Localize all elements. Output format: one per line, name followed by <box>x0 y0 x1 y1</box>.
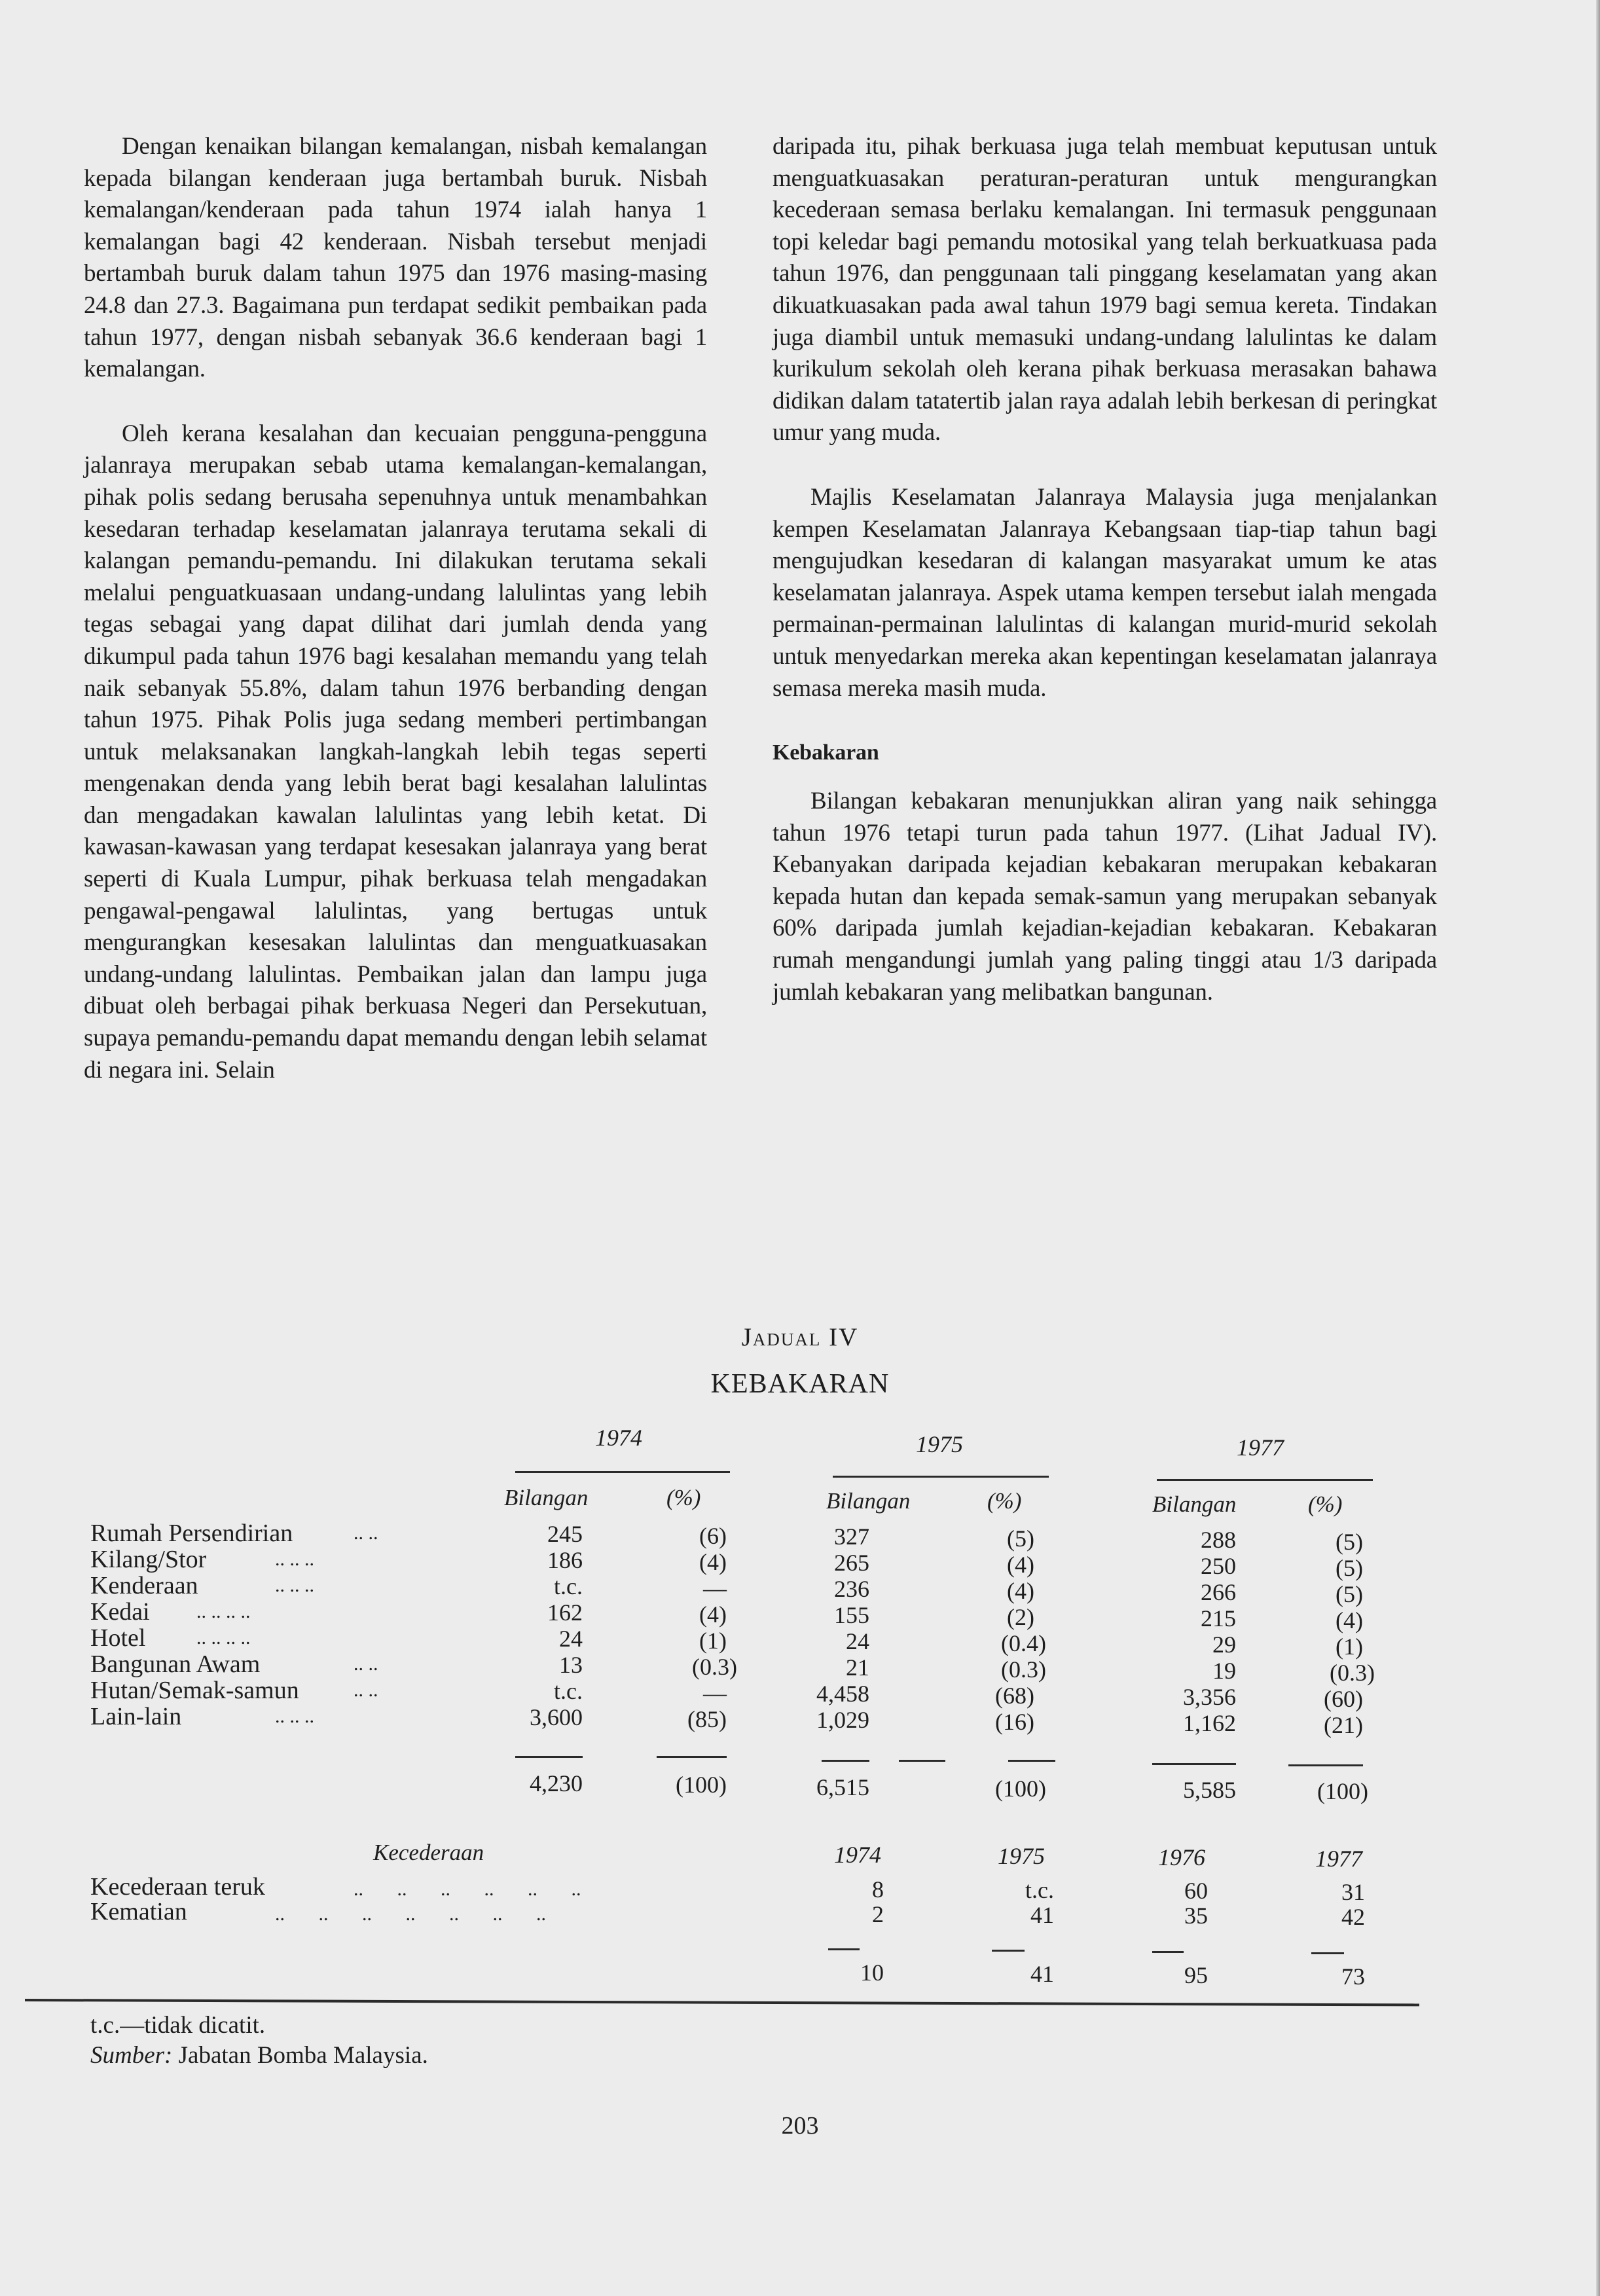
injury-total-1976: 95 <box>1184 1962 1208 1988</box>
death-1974: 2 <box>872 1901 884 1927</box>
total-rule <box>1152 1763 1236 1765</box>
total-rule <box>992 1950 1025 1952</box>
cell-1974-count: t.c. <box>554 1573 583 1599</box>
cell-1977-count: 29 <box>1212 1631 1236 1658</box>
cell-1975-count: 155 <box>834 1602 869 1628</box>
footnote: t.c.—tidak dicatit. <box>90 2012 266 2039</box>
right-column <box>773 131 1437 1008</box>
header-rule <box>515 1471 730 1473</box>
total-1974-percent: (100) <box>676 1772 727 1798</box>
paragraph: Majlis Keselamatan Jalanraya Malaysia juga menjalankan kempen Keselamatan Jalanraya Kebangsaan tiap-tiap tahun bagi mengujudkan kesedaran di kalangan masyarakat umum ke atas keselamatan jalanraya. Aspek utama kempen tersebut ialah mengada permainan-permainan lalulintas di kalangan murid-murid sekolah untuk menyedarkan mereka akan kepentingan keselamatan jalanraya semasa mereka masih muda. <box>773 483 1437 702</box>
cell-1974-count: t.c. <box>554 1678 583 1704</box>
death-1977: 42 <box>1341 1904 1365 1930</box>
table-title: KEBAKARAN <box>710 1369 890 1399</box>
source-note <box>90 2041 428 2069</box>
col-header-count: Bilangan <box>504 1485 589 1510</box>
cell-1975-count: 24 <box>846 1628 869 1654</box>
cell-1975-count: 21 <box>846 1654 869 1681</box>
page-number: 203 <box>781 2112 819 2140</box>
cell-1975-percent: (0.3) <box>1001 1656 1046 1683</box>
left-column <box>84 131 707 1086</box>
total-rule <box>1288 1764 1363 1766</box>
injury-1975: t.c. <box>1025 1877 1054 1903</box>
paragraph: Oleh kerana kesalahan dan kecuaian pengguna-pengguna jalanraya merupakan sebab utama kemalangan-kemalangan, pihak polis sedang berusaha sepenuhnya untuk menambahkan kesedaran terhadap keselamatan jalanraya terutama sekali di kalangan pemandu-pemandu. Ini dilakukan terutama sekali melalui penguatkuasaan undang-undang lalulintas yang lebih tegas sebagai yang dapat dilihat dari jumlah denda yang dikumpul pada tahun 1976 bagi kesalahan memandu yang telah naik sebanyak 55.8%, dalam tahun 1976 berbanding dengan tahun 1975. Pihak Polis juga sedang memberi pertimbangan untuk melaksanakan langkah-langkah lebih tegas seperti mengenakan denda yang lebih berat bagi kesalahan lalulintas dan mengadakan kawalan lalulintas yang lebih ketat. Di kawasan-kawasan yang terdapat kesesakan jalanraya yang berat seperti di Kuala Lumpur, pihak berkuasa telah mengadakan pengawal-pengawal lalulintas, yang bertugas untuk mengurangkan kesesakan lalulintas dan menguatkuasakan undang-undang lalulintas. Pembaikan jalan dan lampu juga dibuat oleh berbagai pihak berkuasa Negeri dan Persekutuan, supaya pemandu-pemandu dapat memandu dengan lebih selamat di negara ini. Selain <box>84 420 707 1084</box>
paragraph: Bilangan kebakaran menunjukkan aliran yang naik sehingga tahun 1976 tetapi turun pada tahun 1977. (Lihat Jadual IV). Kebanyakan daripada kejadian kebakaran merupakan kebakaran kepada hutan dan kepada semak-samun yang merupakan sebanyak 60% daripada jumlah kejadian-kejadian kebakaran. Kebakaran rumah mengandungi jumlah yang paling tinggi atau 1/3 daripada jumlah kebakaran yang melibatkan bangunan. <box>773 788 1437 1006</box>
total-rule <box>899 1760 945 1762</box>
total-1974-count: 4,230 <box>530 1770 583 1796</box>
table-label: Jadual IV <box>741 1323 859 1351</box>
cell-1975-count: 265 <box>834 1550 869 1576</box>
injury-1977: 31 <box>1341 1879 1365 1905</box>
dot-leader: .. .. .. .. .. .. .. <box>275 1903 546 1925</box>
dot-leader: .. .. .. .. <box>196 1627 251 1649</box>
cell-1974-percent: (4) <box>699 1601 727 1628</box>
row-label: Hotel <box>90 1624 146 1652</box>
year-header: 1974 <box>595 1425 642 1451</box>
row-label: Hutan/Semak-samun <box>90 1677 299 1704</box>
col-header-count: Bilangan <box>1152 1491 1237 1517</box>
dot-leader: .. .. <box>354 1679 378 1701</box>
cell-1975-percent: (2) <box>1007 1604 1034 1630</box>
cell-1974-count: 13 <box>559 1652 583 1678</box>
year-header: 1975 <box>916 1431 963 1457</box>
cell-1975-percent: (16) <box>995 1709 1034 1735</box>
injury-1974: 8 <box>872 1876 884 1903</box>
total-rule <box>822 1760 869 1762</box>
cell-1974-percent: (0.3) <box>692 1654 737 1680</box>
year-header: 1974 <box>834 1842 881 1868</box>
cell-1977-count: 266 <box>1201 1579 1236 1605</box>
paragraph: daripada itu, pihak berkuasa juga telah membuat keputusan untuk menguatkuasakan peraturan-peraturan untuk mengurangkan kecederaan semasa berlaku kemalangan. Ini termasuk penggunaan topi keledar bagi pemandu motosikal yang telah berkuatkuasa pada tahun 1976, dan penggunaan tali pinggang keselamatan yang akan dikuatkuasakan pada awal tahun 1979 bagi semua kereta. Tindakan juga diambil untuk memasuki undang-undang lalulintas ke dalam kurikulum sekolah oleh kerana pihak berkuasa merasakan bahawa didikan dalam tatatertib jalan raya adalah lebih berkesan di peringkat umur yang muda. <box>773 133 1437 446</box>
cell-1977-count: 288 <box>1201 1527 1236 1553</box>
cell-1975-count: 236 <box>834 1576 869 1602</box>
cell-1975-percent: (4) <box>1007 1552 1034 1578</box>
injuries-heading: Kecederaan <box>373 1840 484 1865</box>
total-1975-count: 6,515 <box>816 1774 869 1800</box>
row-label: Kilang/Stor <box>90 1546 207 1573</box>
cell-1975-percent: (4) <box>1007 1578 1034 1604</box>
header-rule <box>833 1476 1049 1478</box>
total-1975-percent: (100) <box>995 1776 1046 1802</box>
row-label: Kecederaan teruk <box>90 1873 265 1901</box>
year-header: 1977 <box>1315 1846 1362 1872</box>
cell-1977-percent: (4) <box>1336 1607 1363 1633</box>
cell-1977-percent: (0.3) <box>1330 1660 1375 1686</box>
cell-1974-count: 186 <box>547 1547 583 1573</box>
total-rule <box>515 1756 583 1758</box>
cell-1974-percent: (4) <box>699 1549 727 1575</box>
section-heading: Kebakaran <box>773 740 879 765</box>
row-label: Rumah Persendirian <box>90 1520 293 1547</box>
year-header: 1977 <box>1237 1434 1284 1461</box>
cell-1974-percent: (1) <box>699 1628 727 1654</box>
cell-1977-percent: (21) <box>1324 1712 1363 1738</box>
col-header-percent: (%) <box>1308 1491 1343 1517</box>
cell-1975-count: 4,458 <box>816 1681 869 1707</box>
death-1975: 41 <box>1030 1902 1054 1928</box>
cell-1974-percent: — <box>703 1680 727 1706</box>
row-label: Kenderaan <box>90 1572 198 1599</box>
cell-1977-count: 215 <box>1201 1605 1236 1631</box>
cell-1975-count: 1,029 <box>816 1707 869 1733</box>
cell-1977-count: 3,356 <box>1183 1684 1236 1710</box>
injury-total-1975: 41 <box>1030 1961 1054 1987</box>
total-rule <box>828 1948 860 1950</box>
row-label: Kematian <box>90 1898 187 1925</box>
source-label: Sumber: <box>90 2042 173 2069</box>
total-1977-percent: (100) <box>1317 1778 1368 1804</box>
year-header: 1976 <box>1158 1844 1205 1870</box>
cell-1974-count: 3,600 <box>530 1704 583 1730</box>
cell-1974-percent: — <box>703 1575 727 1601</box>
cell-1975-percent: (68) <box>995 1683 1034 1709</box>
dot-leader: .. .. .. .. .. .. <box>354 1878 581 1900</box>
dot-leader: .. .. <box>354 1653 378 1675</box>
cell-1977-percent: (5) <box>1336 1555 1363 1581</box>
paragraph: Dengan kenaikan bilangan kemalangan, nisbah kemalangan kepada bilangan kenderaan juga bertambah buruk. Nisbah kemalangan/kenderaan pada tahun 1974 ialah hanya 1 kemalangan bagi 42 kenderaan. Nisbah tersebut menjadi bertambah buruk dalam tahun 1975 dan 1976 masing-masing 24.8 dan 27.3. Bagaimana pun terdapat sedikit pembaikan pada tahun 1977, dengan nisbah sebanyak 36.6 kenderaan bagi 1 kemalangan. <box>84 133 707 383</box>
total-rule <box>657 1756 727 1758</box>
dot-leader: .. .. <box>354 1522 378 1544</box>
cell-1974-percent: (85) <box>687 1706 727 1732</box>
cell-1977-percent: (5) <box>1336 1529 1363 1555</box>
dot-leader: .. .. .. <box>275 1548 314 1570</box>
col-header-percent: (%) <box>666 1485 701 1510</box>
row-label: Kedai <box>90 1598 150 1626</box>
row-label: Lain-lain <box>90 1703 182 1730</box>
total-rule <box>1311 1952 1344 1954</box>
cell-1977-percent: (5) <box>1336 1581 1363 1607</box>
total-1977-count: 5,585 <box>1183 1777 1236 1803</box>
cell-1974-percent: (6) <box>699 1523 727 1549</box>
dot-leader: .. .. .. <box>275 1575 314 1596</box>
total-rule <box>1152 1951 1184 1953</box>
col-header-count: Bilangan <box>826 1488 911 1514</box>
total-rule <box>1008 1760 1055 1762</box>
injury-total-1974: 10 <box>860 1959 884 1986</box>
table-bottom-rule <box>25 1999 1419 2006</box>
year-header: 1975 <box>998 1843 1045 1869</box>
cell-1977-count: 1,162 <box>1183 1710 1236 1736</box>
cell-1974-count: 245 <box>547 1521 583 1547</box>
cell-1977-count: 19 <box>1212 1658 1236 1684</box>
cell-1975-percent: (5) <box>1007 1525 1034 1552</box>
cell-1975-percent: (0.4) <box>1001 1630 1046 1656</box>
page-edge <box>1596 0 1600 2296</box>
col-header-percent: (%) <box>987 1488 1022 1514</box>
cell-1977-percent: (60) <box>1324 1686 1363 1712</box>
dot-leader: .. .. .. .. <box>196 1601 251 1622</box>
header-rule <box>1157 1479 1373 1481</box>
source-text: Jabatan Bomba Malaysia. <box>178 2042 428 2069</box>
dot-leader: .. .. .. <box>275 1705 314 1727</box>
death-1976: 35 <box>1184 1903 1208 1929</box>
row-label: Bangunan Awam <box>90 1650 261 1678</box>
cell-1974-count: 162 <box>547 1599 583 1626</box>
cell-1977-count: 250 <box>1201 1553 1236 1579</box>
injury-total-1977: 73 <box>1341 1963 1365 1990</box>
cell-1977-percent: (1) <box>1336 1633 1363 1660</box>
cell-1974-count: 24 <box>559 1626 583 1652</box>
injury-1976: 60 <box>1184 1878 1208 1904</box>
cell-1975-count: 327 <box>834 1523 869 1550</box>
